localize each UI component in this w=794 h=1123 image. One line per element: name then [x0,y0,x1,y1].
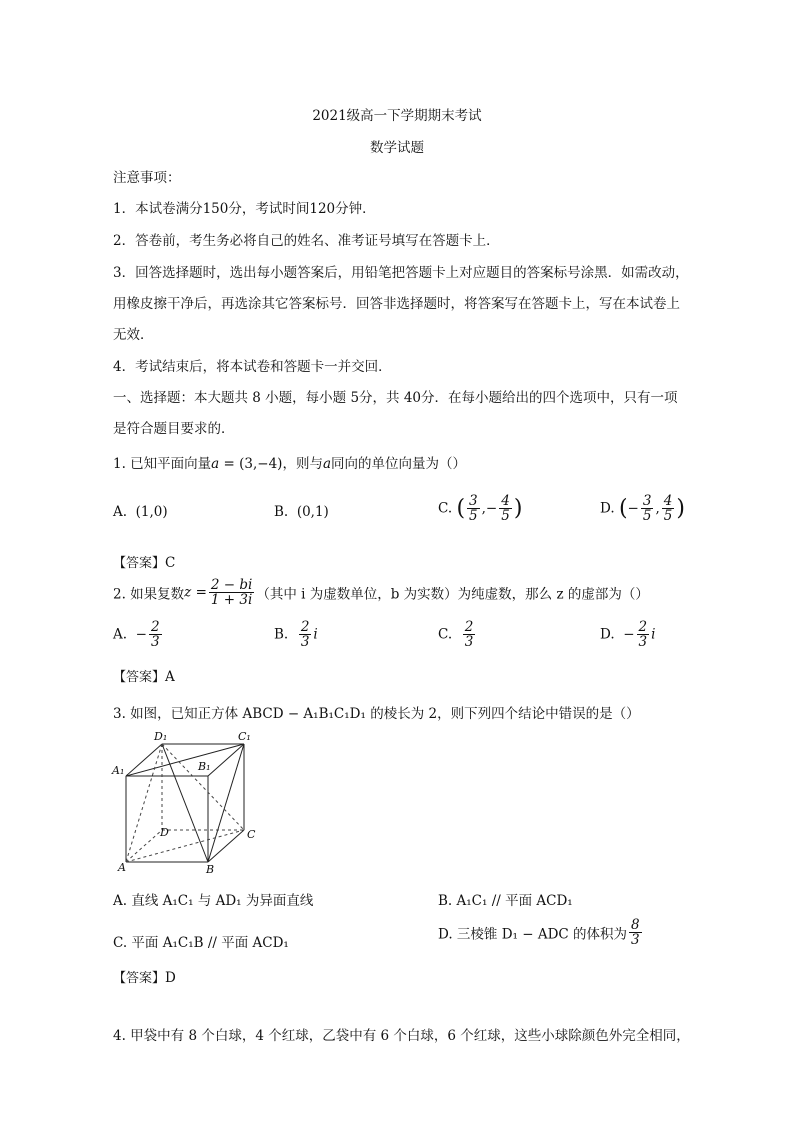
note-item: 4．考试结束后，将本试卷和答题卡一并交回． [113,359,392,375]
exam-title: 2021级高一下学期期末考试 [312,108,482,124]
q1-middle: ，则与 [282,456,323,472]
diag-c1b [208,744,244,862]
note-item: 1．本试卷满分150分，考试时间120分钟． [113,201,376,217]
question-2-stem: 2. 如果复数z = $\frac{2 - bi}{1 + 3i}$ （其中 i 为虚数单位，b 为实数）为纯虚数，那么 z 的虚部为（） [113,577,649,609]
label-a1: A₁ [112,764,125,777]
q3-option-d: D. 三棱锥 D₁ − ADC 的体积为 $\frac{8}{3}$ [438,917,640,949]
q3-option-c: C. 平面 A₁C₁B // 平面 ACD₁ [113,935,289,951]
question-1-stem [113,452,466,472]
label-d: D [160,826,169,839]
q1-prefix: 1. 已知平面向量 [113,456,212,472]
q1-eq: = (3,−4) [219,456,283,472]
q3-answer: 【答案】D [113,970,176,986]
label-b: B [206,863,215,875]
note-item: 2．答卷前，考生务必将自己的姓名、准考证号填写在答题卡上． [113,233,500,249]
section-heading-line1: 一、选择题：本大题共 8 小题，每小题 5分，共 40分．在每小题给出的四个选项中，只有一项 [113,390,678,406]
q3-option-a: A. 直线 A₁C₁ 与 AD₁ 为异面直线 [113,893,314,909]
diag-d1c-hidden [162,744,244,830]
q1-option-c: C. ( $\frac{3}{5}$ ,− $\frac{4}{5}$ ) [438,493,523,525]
label-b1: B₁ [198,760,211,773]
diag-d1a-hidden [126,744,162,862]
label-a: A [118,861,126,874]
section-heading-line2: 是符合题目要求的． [113,421,235,437]
q1-suffix: 同向的单位向量为（） [331,456,467,472]
question-4-stem: 4. 甲袋中有 8 个白球，4 个红球，乙袋中有 6 个白球，6 个红球，这些小球除颜色外完全相同， [113,1028,690,1044]
q1-option-d: D. (− $\frac{3}{5}$ , $\frac{4}{5}$ ) [600,493,685,525]
label-c: C [247,828,256,841]
exam-subtitle: 数学试题 [370,140,424,156]
note-item: 用橡皮擦干净后，再选涂其它答案标号．回答非选择题时，将答案写在答题卡上，写在本试卷上 [113,296,680,312]
label-d1: D₁ [154,730,168,743]
q2-option-b: B. $\frac{2}{3}$ i [274,619,318,651]
note-item: 无效． [113,327,154,343]
note-item: 3．回答选择题时，选出每小题答案后，用铅笔把答题卡上对应题目的答案标号涂黑．如需改动， [113,265,689,281]
q3-option-b: B. A₁C₁ // 平面 ACD₁ [438,893,573,909]
q1-option-b: B. (0,1) [274,504,329,520]
vector-a: a [322,456,332,472]
q2-answer: 【答案】A [113,669,175,685]
q1-answer: 【答案】C [113,555,176,571]
q2-option-a: A. − $\frac{2}{3}$ [113,619,160,651]
q2-option-c: C. $\frac{2}{3}$ [438,619,474,651]
vector-a: a [211,456,220,472]
q1-option-a: A. (1,0) [113,504,168,520]
question-3-stem: 3. 如图，已知正方体 ABCD − A₁B₁C₁D₁ 的棱长为 2，则下列四个结论中错误的是（） [113,706,640,722]
cube-figure [110,730,260,875]
notes-heading: 注意事项： [113,170,181,186]
q2-option-d: D. − $\frac{2}{3}$ i [600,619,656,651]
label-c1: C₁ [238,730,251,743]
